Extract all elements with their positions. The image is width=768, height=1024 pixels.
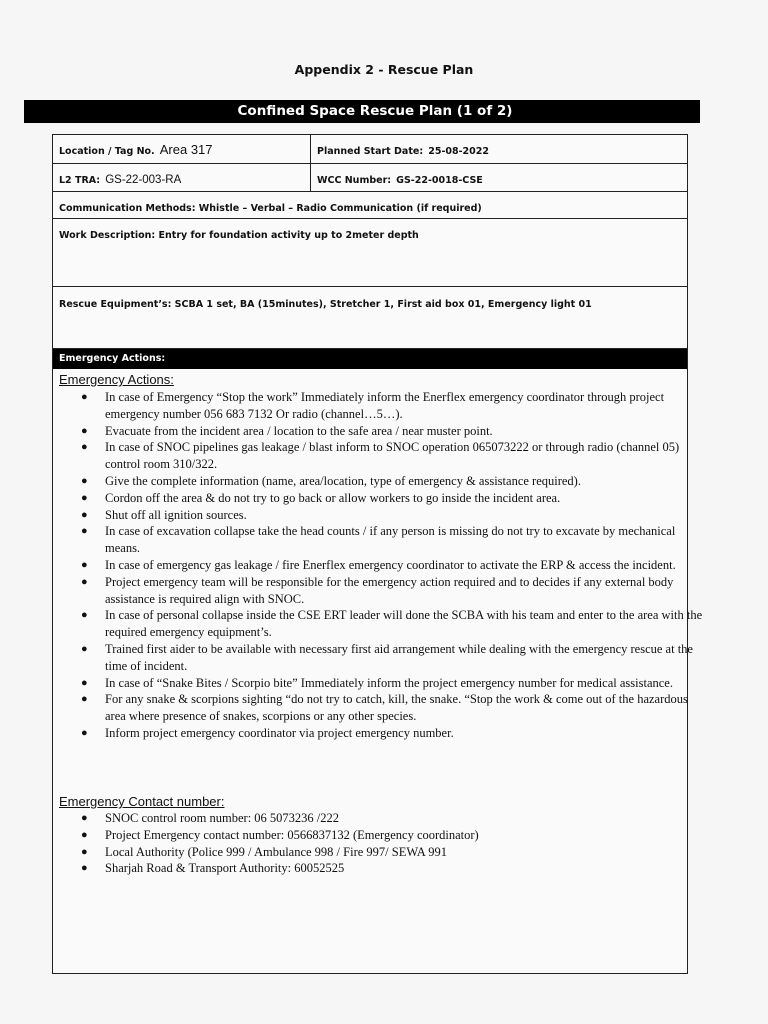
- bullet-icon: ●: [81, 676, 88, 689]
- bullet-icon: ●: [81, 424, 88, 437]
- list-item-text: Project Emergency contact number: 0566837132 (Emergency coordinator): [105, 827, 479, 842]
- bullet-icon: ●: [81, 812, 88, 824]
- work-description: Work Description: Entry for foundation activity up to 2meter depth: [59, 230, 419, 241]
- list-item: [81, 473, 705, 490]
- list-item: [81, 607, 705, 641]
- bullet-icon: ●: [81, 474, 88, 487]
- wcc-value: GS-22-0018-CSE: [396, 175, 483, 186]
- emergency-contacts-heading: Emergency Contact number:: [59, 794, 225, 809]
- emergency-actions-bar: Emergency Actions:: [53, 349, 687, 369]
- location-value: Area 317: [159, 142, 213, 157]
- bullet-icon: ●: [81, 862, 88, 875]
- bullet-icon: ●: [81, 575, 88, 588]
- start-date-label: Planned Start Date:: [317, 146, 424, 157]
- emergency-actions-heading: Emergency Actions:: [59, 372, 174, 387]
- bullet-icon: ●: [81, 508, 88, 521]
- list-item-text: Local Authority (Police 999 / Ambulance 998 / Fire 997/ SEWA 991: [105, 844, 447, 859]
- list-item-text: For any snake & scorpions sighting “do not try to catch, kill, the snake. “Stop the work & come out of the hazardous area where presence of snakes, scorpions or any other species.: [105, 692, 688, 724]
- communication-methods: Communication Methods: Whistle – Verbal – Radio Communication (if required): [59, 203, 482, 214]
- list-item: [81, 675, 705, 692]
- list-item-text: SNOC control room number: 06 5073236 /222: [105, 811, 340, 825]
- list-item-text: Project emergency team will be responsible for the emergency action required and to decides if any external body assistance is required align with SNOC.: [105, 574, 674, 606]
- list-item: [81, 827, 705, 844]
- location-cell: [53, 135, 311, 163]
- list-item: [81, 557, 705, 574]
- list-item-text: In case of “Snake Bites / Scorpio bite” Immediately inform the project emergency number for medical assistance.: [105, 675, 673, 690]
- start-date-cell: [311, 135, 687, 163]
- list-item-text: Shut off all ignition sources.: [105, 507, 247, 522]
- list-item: [81, 641, 705, 675]
- bullet-icon: ●: [81, 609, 88, 622]
- list-item-text: In case of SNOC pipelines gas leakage / blast inform to SNOC operation 065073222 or through radio (channel 05) control room 310/322.: [105, 440, 680, 472]
- l2-tra-label: L2 TRA:: [59, 175, 101, 186]
- location-label: Location / Tag No.: [59, 146, 155, 157]
- bullet-icon: ●: [81, 828, 88, 841]
- bullet-icon: ●: [81, 642, 88, 655]
- list-item-text: Trained first aider to be available with necessary first aid arrangement while dealing with the emergency rescue at the time of incident.: [105, 641, 693, 673]
- list-item-text: In case of personal collapse inside the CSE ERT leader will done the SCBA with his team and enter to the area with the required emergency equipment’s.: [105, 608, 703, 640]
- emergency-actions-list: [79, 389, 705, 742]
- bullet-icon: ●: [81, 491, 88, 504]
- list-item: [81, 439, 705, 473]
- rescue-equipment: Rescue Equipment’s: SCBA 1 set, BA (15minutes), Stretcher 1, First aid box 01, Emergency light 01: [59, 299, 592, 310]
- appendix-title: Appendix 2 - Rescue Plan: [294, 62, 474, 77]
- bullet-icon: ●: [81, 726, 88, 739]
- bullet-icon: ●: [81, 693, 88, 706]
- l2-tra-value: GS-22-003-RA: [105, 174, 182, 186]
- row-communication: [53, 192, 687, 219]
- start-date-value: 25-08-2022: [428, 146, 489, 157]
- list-item-text: Inform project emergency coordinator via project emergency number.: [105, 725, 454, 740]
- list-item-text: Cordon off the area & do not try to go back or allow workers to go inside the incident area.: [105, 490, 561, 505]
- list-item: [81, 574, 705, 608]
- wcc-cell: [311, 164, 687, 191]
- title-bar-wrapper: [24, 100, 700, 123]
- list-item: [81, 490, 705, 507]
- bullet-icon: ●: [81, 391, 88, 403]
- wcc-label: WCC Number:: [317, 175, 392, 186]
- communication-cell: [53, 192, 687, 218]
- list-item: [81, 810, 705, 827]
- list-item-text: Sharjah Road & Transport Authority: 60052525: [105, 861, 345, 876]
- list-item: [81, 389, 705, 423]
- list-item: [81, 725, 705, 742]
- row-location-date: [53, 135, 687, 164]
- emergency-contacts-list: [79, 810, 705, 877]
- title-bar-stub: [24, 100, 50, 123]
- list-item-text: Give the complete information (name, area/location, type of emergency & assistance required).: [105, 473, 581, 488]
- list-item: [81, 423, 705, 440]
- list-item-text: In case of emergency gas leakage / fire Enerflex emergency coordinator to activate the ERP & access the incident.: [105, 557, 676, 572]
- list-item: [81, 507, 705, 524]
- plan-title: Confined Space Rescue Plan (1 of 2): [50, 100, 700, 123]
- row-rescue-equipment: [53, 287, 687, 349]
- list-item: [81, 860, 705, 877]
- list-item-text: In case of excavation collapse take the head counts / if any person is missing do not try to excavate by mechanical means.: [105, 524, 676, 556]
- list-item-text: In case of Emergency “Stop the work” Immediately inform the Enerflex emergency coordinator through project emergency number 056 683 7132 Or radio (channel…5…).: [105, 390, 665, 421]
- bullet-icon: ●: [81, 558, 88, 571]
- list-item: [81, 691, 705, 725]
- list-item: [81, 844, 705, 861]
- bullet-icon: ●: [81, 441, 88, 454]
- list-item-text: Evacuate from the incident area / location to the safe area / near muster point.: [105, 423, 493, 438]
- bullet-icon: ●: [81, 845, 88, 858]
- work-description-cell: [53, 219, 687, 286]
- list-item: [81, 523, 705, 557]
- rescue-plan-table: [52, 134, 703, 974]
- l2-tra-cell: [53, 164, 311, 191]
- bullet-icon: ●: [81, 525, 88, 538]
- row-tra-wcc: [53, 164, 687, 192]
- row-work-description: [53, 219, 687, 287]
- rescue-equipment-cell: [53, 287, 687, 348]
